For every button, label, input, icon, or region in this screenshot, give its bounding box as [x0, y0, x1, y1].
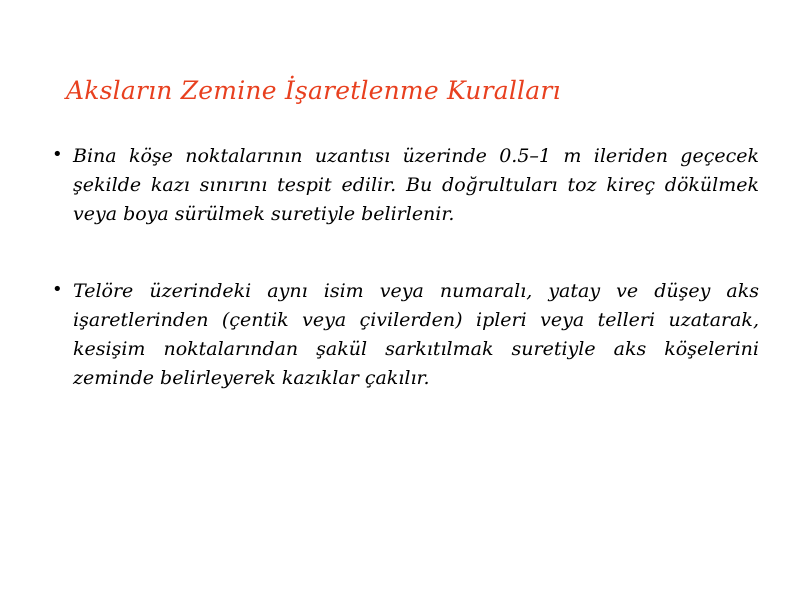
slide-title: Aksların Zemine İşaretlenme Kuralları — [66, 76, 561, 105]
bullet-list — [52, 142, 759, 441]
bullet-item-2 — [52, 277, 759, 393]
bullet-icon: • — [52, 279, 63, 300]
bullet-icon: • — [52, 144, 63, 165]
bullet-text: Telöre üzerindeki aynı isim veya numaralı, yatay ve düşey aks işaretlerinden (çentik veya çivilerden) ipleri veya telleri uzatarak, kesişim noktalarından şakül sarkıtılmak suretiyle aks köşelerini zeminde belirleyerek kazıklar çakılır. — [73, 280, 759, 389]
bullet-item-1 — [52, 142, 759, 229]
bullet-text: Bina köşe noktalarının uzantısı üzerinde 0.5–1 m ileriden geçecek şekilde kazı sınırını tespit edilir. Bu doğrultuları toz kireç dökülmek veya boya sürülmek suretiyle belirlenir. — [73, 145, 759, 225]
